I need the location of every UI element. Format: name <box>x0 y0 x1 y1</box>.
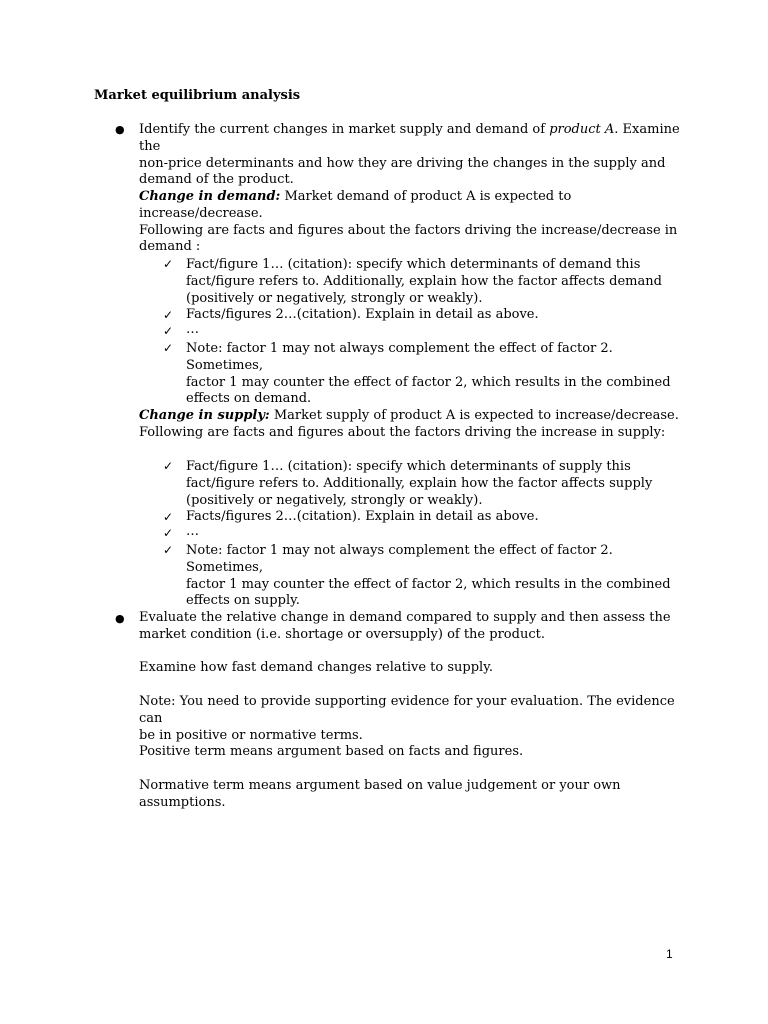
checkmark-icon: ✓ <box>163 308 174 322</box>
examine-line: Examine how fast demand changes relative to supply. <box>139 660 493 675</box>
bullet-1-paragraph <box>139 122 699 189</box>
supply-intro-line-2: Following are facts and figures about the factors driving the increase in supply: <box>139 424 666 440</box>
checkmark-icon: ✓ <box>163 257 174 271</box>
bullet-1-line-3: demand of the product. <box>139 172 294 188</box>
bullet-icon: ● <box>115 612 125 625</box>
demand-intro-line-3: demand : <box>139 239 201 255</box>
checkmark-icon: ✓ <box>163 324 174 338</box>
bullet-2-line-2: market condition (i.e. shortage or oversupply) of the product. <box>139 626 545 642</box>
bullet-1-line-2: non-price determinants and how they are driving the changes in the supply and <box>139 155 666 171</box>
normative-line: Normative term means argument based on value judgement or your own assumptions. <box>139 778 621 810</box>
checkmark-icon: ✓ <box>163 526 174 540</box>
bullet-1-text-end: . Examine the <box>139 122 680 154</box>
product-a-italic: product A <box>549 122 615 137</box>
demand-intro <box>139 189 699 256</box>
demand-item-2-line-1: Facts/figures 2…(citation). Explain in detail as above. <box>186 307 539 322</box>
positive-paragraph <box>139 744 699 761</box>
supply-item-1-line-2: fact/figure refers to. Additionally, explain how the factor affects supply <box>186 475 653 491</box>
bullet-1-text-start: Identify the current changes in market supply and demand of <box>139 122 550 137</box>
checkmark-icon: ✓ <box>163 459 174 473</box>
supply-item-1 <box>186 459 686 509</box>
positive-line: Positive term means argument based on facts and figures. <box>139 744 524 759</box>
demand-item-4 <box>186 341 686 408</box>
demand-item-4-line-1: Note: factor 1 may not always complement the effect of factor 2. Sometimes, <box>186 341 613 373</box>
supply-item-1-line-3: (positively or negatively, strongly or weakly). <box>186 492 483 508</box>
supply-item-3 <box>186 524 686 541</box>
note-line-2: be in positive or normative terms. <box>139 727 363 743</box>
note-line-1: Note: You need to provide supporting evidence for your evaluation. The evidence can <box>139 694 675 726</box>
supply-intro <box>139 408 699 442</box>
demand-intro-line-1: Market demand of product A is expected to increase/decrease. <box>139 189 572 221</box>
checkmark-icon: ✓ <box>163 543 174 557</box>
demand-item-1-line-2: fact/figure refers to. Additionally, explain how the factor affects demand <box>186 273 662 289</box>
supply-item-3-line-1: … <box>186 524 199 539</box>
bullet-icon: ● <box>115 123 125 136</box>
demand-item-3 <box>186 322 686 339</box>
note-paragraph <box>139 694 699 744</box>
demand-intro-line-2: Following are facts and figures about the factors driving the increase/decrease in <box>139 222 678 238</box>
demand-item-1-line-1: Fact/figure 1… (citation): specify which determinants of demand this <box>186 257 641 272</box>
supply-item-2-line-1: Facts/figures 2…(citation). Explain in detail as above. <box>186 509 539 524</box>
checkmark-icon: ✓ <box>163 341 174 355</box>
demand-heading: Change in demand: <box>139 189 281 204</box>
supply-item-4-line-2: factor 1 may counter the effect of factor 2, which results in the combined <box>186 576 671 592</box>
bullet-2-paragraph <box>139 610 699 644</box>
page-number: 1 <box>666 947 673 961</box>
supply-item-4-line-1: Note: factor 1 may not always complement the effect of factor 2. Sometimes, <box>186 543 613 575</box>
normative-paragraph <box>139 778 699 812</box>
examine-paragraph <box>139 660 699 677</box>
bullet-2-line-1: Evaluate the relative change in demand compared to supply and then assess the <box>139 610 671 625</box>
checkmark-icon: ✓ <box>163 510 174 524</box>
supply-item-4-line-3: effects on supply. <box>186 593 300 609</box>
demand-item-4-line-3: effects on demand. <box>186 391 312 407</box>
document-title: Market equilibrium analysis <box>94 88 301 103</box>
demand-item-1-line-3: (positively or negatively, strongly or weakly). <box>186 290 483 306</box>
supply-item-4 <box>186 543 686 610</box>
supply-item-1-line-1: Fact/figure 1… (citation): specify which determinants of supply this <box>186 459 631 474</box>
supply-heading: Change in supply: <box>139 408 270 423</box>
demand-item-1 <box>186 257 686 307</box>
supply-intro-line-1: Market supply of product A is expected to increase/decrease. <box>269 408 679 423</box>
demand-item-3-line-1: … <box>186 322 199 337</box>
demand-item-4-line-2: factor 1 may counter the effect of factor 2, which results in the combined <box>186 374 671 390</box>
